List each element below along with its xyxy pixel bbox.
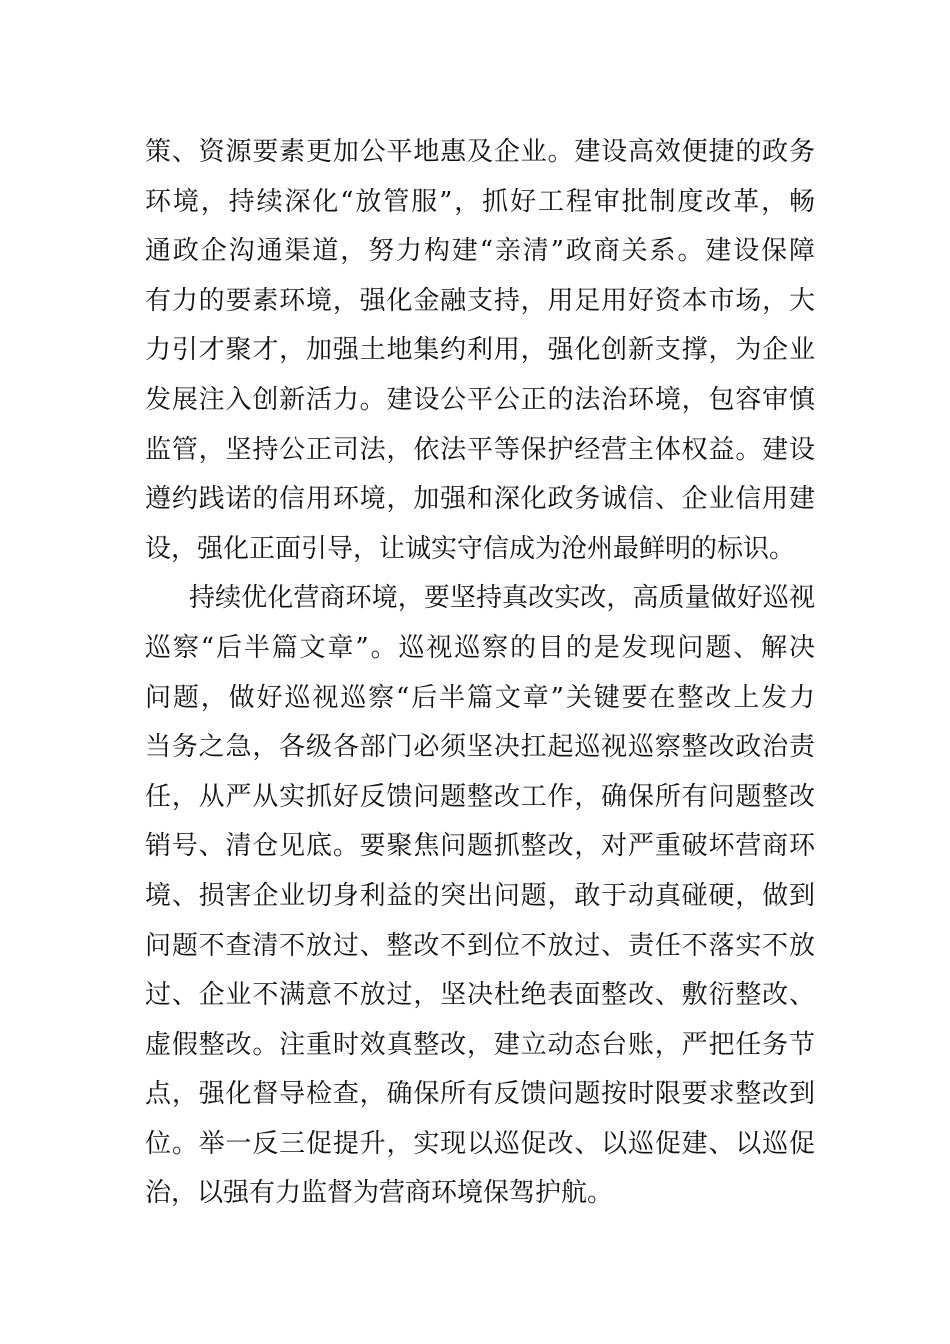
- text-line: 发展注入创新活力。建设公平公正的法治环境，包容审慎: [145, 384, 815, 415]
- text-line: 遵约践诺的信用环境，加强和深化政务诚信、企业信用建: [145, 484, 815, 515]
- body-text: [145, 128, 815, 1219]
- text-line: 问题不查清不放过、整改不到位不放过、责任不落实不放: [145, 930, 815, 961]
- text-line: 位。举一反三促提升，实现以巡促改、以巡促建、以巡促: [145, 1128, 815, 1159]
- text-line: 任，从严从实抓好反馈问题整改工作，确保所有问题整改: [145, 781, 815, 812]
- text-line: 策、资源要素更加公平地惠及企业。建设高效便捷的政务: [145, 137, 815, 167]
- text-line: 点，强化督导检查，确保所有反馈问题按时限要求整改到: [145, 1079, 815, 1110]
- text-line: 境、损害企业切身利益的突出问题，敢于动真碰硬，做到: [145, 880, 815, 911]
- text-line: 通政企沟通渠道，努力构建“亲清”政商关系。建设保障: [145, 236, 815, 267]
- text-line: 监管，坚持公正司法，依法平等保护经营主体权益。建设: [145, 434, 815, 465]
- text-line: 问题，做好巡视巡察“后半篇文章”关键要在整改上发力: [145, 682, 815, 713]
- text-line: 治，以强有力监督为营商环境保驾护航。: [145, 1178, 614, 1209]
- text-line: 设，强化正面引导，让诚实守信成为沧州最鲜明的标识。: [145, 533, 796, 564]
- text-line: 虚假整改。注重时效真整改，建立动态台账，严把任务节: [145, 1029, 815, 1060]
- text-line: 巡察“后半篇文章”。巡视巡察的目的是发现问题、解决: [145, 632, 815, 663]
- text-line: 有力的要素环境，强化金融支持，用足用好资本市场，大: [145, 285, 815, 316]
- paragraph-start-line: 持续优化营商环境，要坚持真改实改，高质量做好巡视: [189, 583, 815, 614]
- text-line: 力引才聚才，加强土地集约利用，强化创新支撑，为企业: [145, 335, 815, 366]
- text-line: 当务之急，各级各部门必须坚决扛起巡视巡察整改政治责: [145, 732, 815, 763]
- text-line: 销号、清仓见底。要聚焦问题抓整改，对严重破坏营商环: [145, 831, 815, 862]
- text-line: 环境，持续深化“放管服”，抓好工程审批制度改革，畅: [145, 186, 815, 217]
- text-line: 过、企业不满意不放过，坚决杜绝表面整改、敷衍整改、: [145, 980, 815, 1011]
